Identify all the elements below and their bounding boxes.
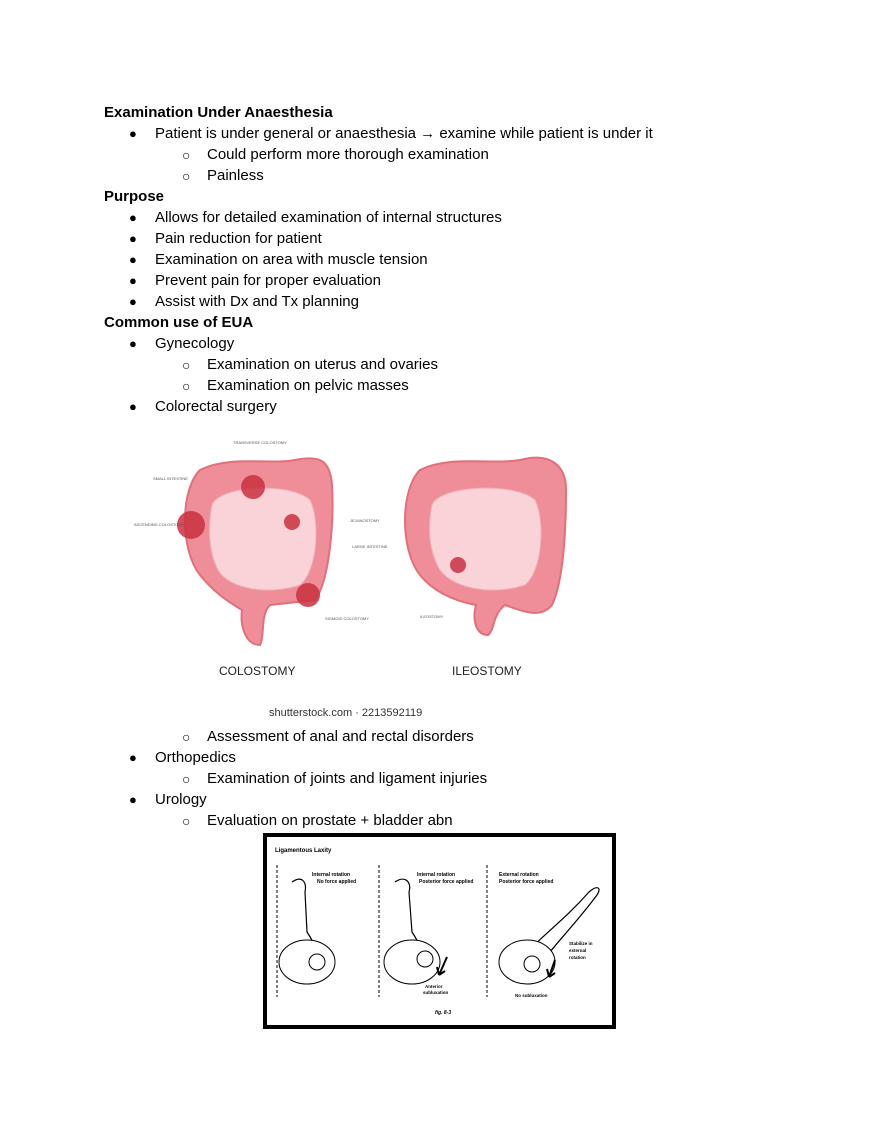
bullet-icon: ● bbox=[129, 294, 137, 309]
shoulder-laxity-drawing bbox=[267, 837, 612, 1025]
no-subluxation-note: No subluxation bbox=[515, 993, 548, 998]
panel1-line2: No force applied bbox=[317, 879, 357, 885]
label-ascending: ASCENDING COLOSTOMY bbox=[134, 522, 185, 527]
circle-bullet-icon: ○ bbox=[182, 378, 191, 394]
list-item: ● Allows for detailed examination of internal structures bbox=[129, 209, 502, 226]
bullet-icon: ● bbox=[129, 336, 137, 351]
section-heading: Examination Under Anaesthesia bbox=[104, 104, 333, 121]
list-item: ● Assist with Dx and Tx planning bbox=[129, 293, 359, 310]
stoma-transverse bbox=[241, 475, 265, 499]
circle-bullet-icon: ○ bbox=[182, 771, 191, 787]
panel1-line1: Internal rotation bbox=[312, 872, 351, 878]
list-item: ● Urology bbox=[129, 791, 207, 808]
circle-bullet-icon: ○ bbox=[182, 357, 191, 373]
bullet-icon: ● bbox=[129, 273, 137, 288]
sub-list-item: ○ Evaluation on prostate + bladder abn bbox=[182, 812, 453, 829]
label-sigmoid: SIGMOID COLOSTOMY bbox=[325, 616, 369, 621]
label-small-intestine: SMALL INTESTINE bbox=[153, 476, 188, 481]
label-large-intestine: LARGE INTESTINE bbox=[352, 544, 388, 549]
circle-bullet-icon: ○ bbox=[182, 729, 191, 745]
circle-bullet-icon: ○ bbox=[182, 147, 191, 163]
stabilize-note-1: Stabilize in bbox=[569, 941, 593, 946]
sub-list-item: ○ Examination on pelvic masses bbox=[182, 377, 409, 394]
shoulder-laxity-figure bbox=[263, 833, 616, 1029]
label-jejunostomy: JEJUNOSTOMY bbox=[350, 518, 380, 523]
list-item: ● Patient is under general or anaesthesia → examine while patient is under it bbox=[129, 125, 653, 142]
section-heading: Purpose bbox=[104, 188, 165, 205]
bullet-icon: ● bbox=[129, 252, 137, 267]
stoma-ileostomy bbox=[450, 557, 466, 573]
panel2-line1: Internal rotation bbox=[417, 872, 456, 878]
bullet-icon: ● bbox=[129, 399, 137, 414]
list-item: ● Examination on area with muscle tension bbox=[129, 251, 428, 268]
stabilize-note-3: rotation bbox=[569, 955, 586, 960]
colostomy-ileostomy-figure bbox=[120, 430, 600, 730]
list-item: ● Orthopedics bbox=[129, 749, 236, 766]
stoma-jejunostomy bbox=[284, 514, 300, 530]
list-item: ● Prevent pain for proper evaluation bbox=[129, 272, 381, 289]
ileostomy-caption: ILEOSTOMY bbox=[452, 664, 522, 678]
shoulder-2 bbox=[384, 940, 440, 984]
panel3-line2: Posterior force applied bbox=[499, 879, 554, 885]
sub-list-item: ○ Assessment of anal and rectal disorders bbox=[182, 728, 474, 745]
section-heading: Common use of EUA bbox=[104, 314, 254, 331]
list-item: ● Gynecology bbox=[129, 335, 235, 352]
anterior-note-2: subluxation bbox=[423, 990, 449, 995]
sub-list-item: ○ Painless bbox=[182, 167, 264, 184]
stabilize-note-2: external bbox=[569, 948, 587, 953]
anterior-note-1: Anterior bbox=[425, 984, 443, 989]
watermark: shutterstock.com · 2213592119 bbox=[269, 707, 423, 719]
sub-list-item: ○ Examination of joints and ligament injuries bbox=[182, 770, 488, 787]
bullet-icon: ● bbox=[129, 750, 137, 765]
label-transverse: TRANSVERSE COLOSTOMY bbox=[233, 440, 287, 445]
figure-title: Ligamentous Laxity bbox=[275, 848, 332, 854]
bullet-icon: ● bbox=[129, 210, 137, 225]
panel2-line2: Posterior force applied bbox=[419, 879, 474, 885]
shoulder-3 bbox=[499, 940, 555, 984]
shoulder-1 bbox=[279, 940, 335, 984]
sub-list-item: ○ Could perform more thorough examination bbox=[182, 146, 489, 163]
circle-bullet-icon: ○ bbox=[182, 813, 191, 829]
figure-label: fig. 8-3 bbox=[435, 1010, 452, 1016]
sub-list-item: ○ Examination on uterus and ovaries bbox=[182, 356, 438, 373]
bullet-icon: ● bbox=[129, 792, 137, 807]
label-ileostomy: ILEOSTOMY bbox=[420, 614, 444, 619]
colostomy-diagram bbox=[134, 440, 388, 678]
bullet-icon: ● bbox=[129, 231, 137, 246]
bullet-icon: ● bbox=[129, 126, 137, 141]
circle-bullet-icon: ○ bbox=[182, 168, 191, 184]
left-small-intestine bbox=[210, 488, 316, 590]
stoma-sigmoid bbox=[296, 583, 320, 607]
panel3-line1: External rotation bbox=[499, 872, 539, 878]
list-item: ● Pain reduction for patient bbox=[129, 230, 322, 247]
list-item: ● Colorectal surgery bbox=[129, 398, 277, 415]
ileostomy-diagram bbox=[405, 458, 566, 678]
colostomy-caption: COLOSTOMY bbox=[219, 664, 296, 678]
right-small-intestine bbox=[430, 488, 541, 590]
